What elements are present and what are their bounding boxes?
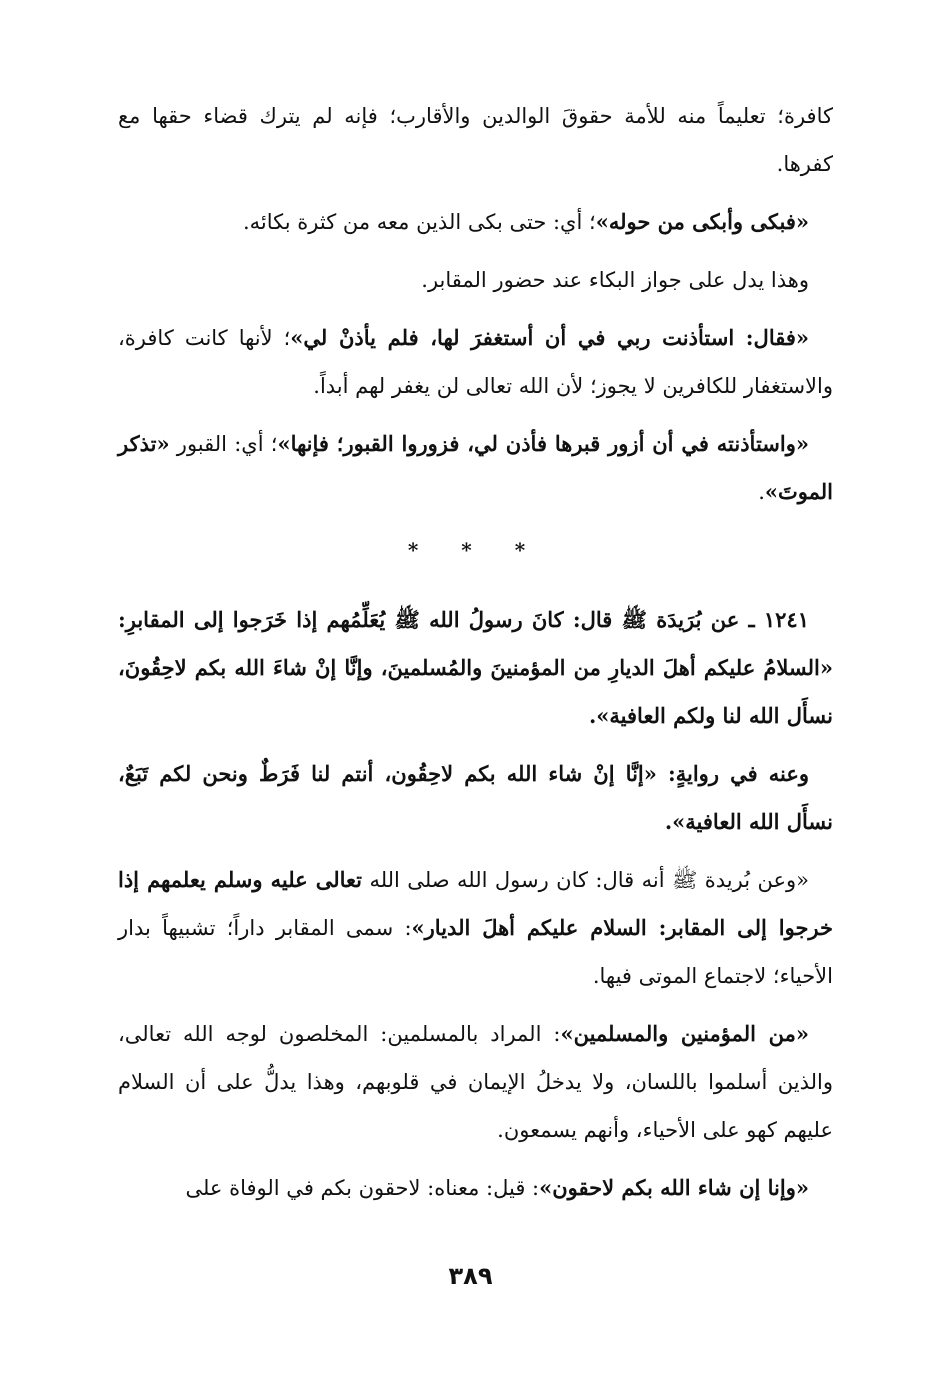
text-block-top: [118, 92, 833, 516]
body-text: : المراد بالمسلمين: المخلصون لوجه الله تعالى، والذين أسلموا باللسان، ولا يدخلُ الإيمان في قلوبهم، وهذا يدلُّ على أن السلام عليهم كهو على الأحياء، وأنهم يسمعون.: [118, 1022, 833, 1142]
body-text: وهذا يدل على جواز البكاء عند حضور المقابر.: [421, 268, 809, 292]
commentary-paragraph: [118, 92, 833, 188]
bold-text: «فقال: استأذنت ربي في أن أستغفرَ لها، فلم يأذنْ لي»: [290, 325, 810, 350]
hadith-paragraph: [118, 1010, 833, 1154]
body-text: : قيل: معناه: لاحقون بكم في الوفاة على: [185, 1176, 540, 1200]
commentary-paragraph: [118, 420, 833, 516]
body-text: : سمى المقابر داراً؛ تشبيهاً بدار الأحياء؛ لاجتماع الموتى فيها.: [118, 916, 833, 988]
body-text: .: [758, 480, 765, 504]
hadith-paragraph: [118, 1164, 833, 1212]
body-text: ؛ أي: حتى بكى الذين معه من كثرة بكائه.: [242, 210, 596, 234]
text-block-hadith: [118, 596, 833, 1212]
body-text: ؛ أي: القبور: [169, 432, 278, 456]
section-separator: * * *: [407, 538, 544, 562]
body-text: «وعن بُريدة ﷺ أنه قال: كان رسول الله صلى الله: [362, 868, 809, 892]
bold-text: «تذكر الموتَ»: [118, 431, 833, 504]
page-body: [118, 92, 833, 1222]
body-text: كافرة؛ تعليماً منه للأمة حقوقَ الوالدين والأقارب؛ فإنه لم يترك قضاء حقها مع كفرها.: [118, 104, 833, 176]
bold-text: وعنه في روايةٍ: «إنَّا إنْ شاء الله بكم لاحِقُون، أنتم لنا فَرَطٌ ونحن لكم تَبَعٌ، نسأَل الله العافية».: [118, 761, 833, 834]
bold-text: «وإنا إن شاء الله بكم لاحقون»: [539, 1175, 809, 1200]
body-text: ؛ لأنها كانت كافرة، والاستغفار للكافرين لا يجوز؛ لأن الله تعالى لن يغفر لهم أبداً.: [118, 326, 833, 398]
commentary-paragraph: [118, 314, 833, 410]
bold-text: «من المؤمنين والمسلمين»: [560, 1021, 809, 1046]
bold-text: تعالى عليه وسلم يعلمهم إذا خرجوا إلى المقابر: السلام عليكم أهلَ الديار»: [118, 867, 834, 940]
bold-text: «واستأذنته في أن أزور قبرها فأذن لي، فزوروا القبور؛ فإنها»: [277, 431, 809, 456]
bold-text: ١٢٤١ ـ عن بُرَيدَة ﷺ قال: كانَ رسولُ الله ﷺ يُعَلِّمُهم إذا خَرَجوا إلى المقابرِ: «السلامُ عليكم أهلَ الديارِ من المؤمنينَ والمُسلمينَ، وإنَّا إنْ شاءَ الله بكم لاحِقُونَ، نسأَل الله لنا ولكم العافية».: [118, 607, 833, 728]
hadith-paragraph: [118, 856, 833, 1000]
commentary-paragraph: [118, 256, 833, 304]
hadith-paragraph: [118, 596, 833, 740]
hadith-paragraph: [118, 750, 833, 846]
bold-text: «فبكى وأبكى من حوله»: [595, 209, 809, 234]
commentary-paragraph: [118, 198, 833, 246]
page-number: ٣٨٩: [448, 1262, 493, 1290]
